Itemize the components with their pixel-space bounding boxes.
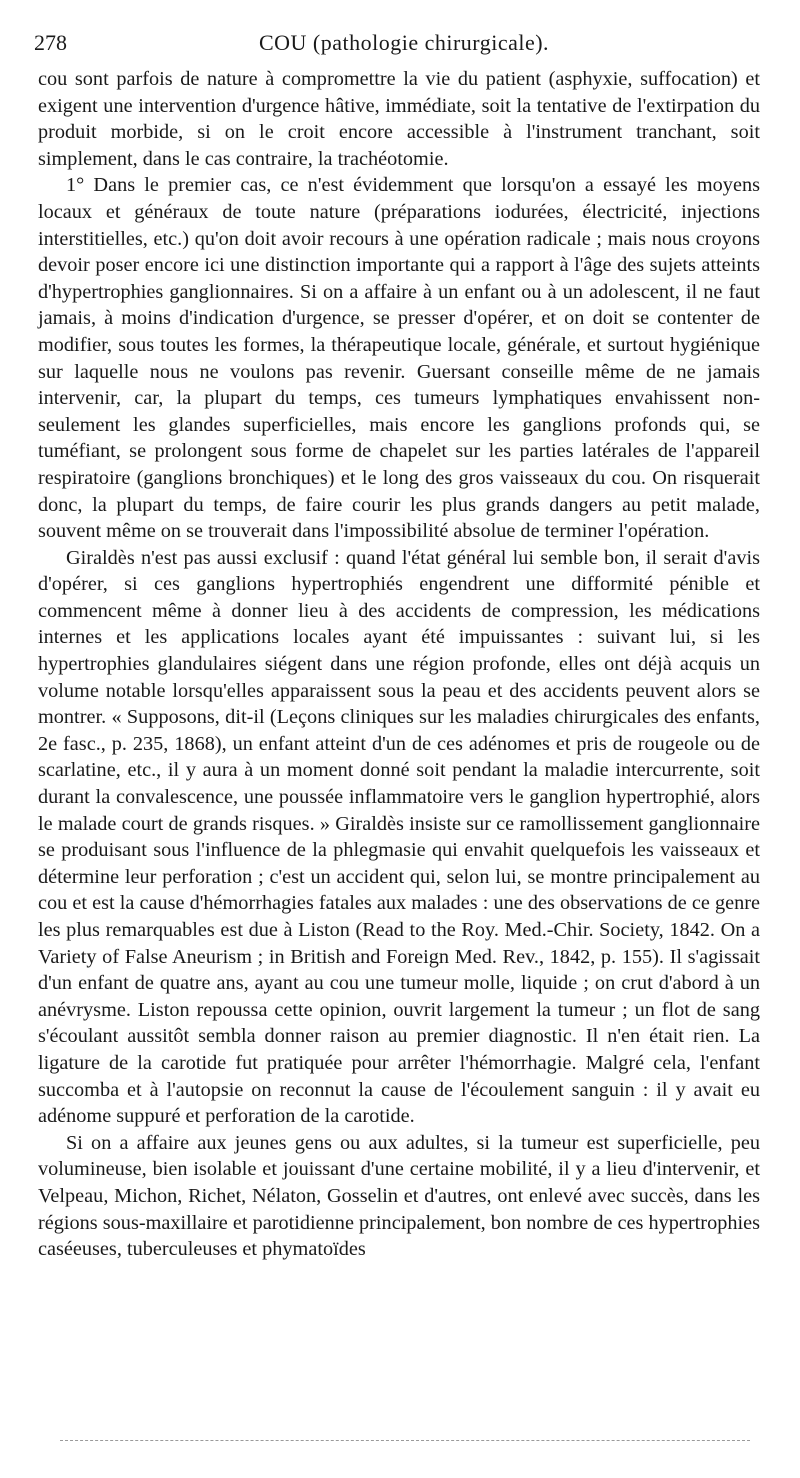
- paragraph: 1° Dans le premier cas, ce n'est évidemment que lorsqu'on a essayé les moyens locaux et généraux de toute nature (préparations iodurées, électricité, injections interstitielles, etc.) qu'on doit avoir recours à une opération radicale ; mais nous croyons devoir poser encore ici une distinction importante qui a rapport à l'âge des sujets atteints d'hypertrophies ganglionnaires. Si on a affaire à un enfant ou à un adolescent, il ne faut jamais, à moins d'indication d'urgence, se presser d'opérer, et on doit se contenter de modifier, sous toutes les formes, la thérapeutique locale, générale, et surtout hygiénique sur laquelle nous ne voulons pas revenir. Guersant conseille même de ne jamais intervenir, car, la plupart du temps, ces tumeurs lymphatiques envahissent non-seulement les glandes superficielles, mais encore les ganglions profonds qui, se tuméfiant, se prolongent sous forme de chapelet sur les parties latérales de l'appareil respiratoire (ganglions bronchiques) et le long des gros vaisseaux du cou. On risquerait donc, la plupart du temps, de faire courir les plus grands dangers au petit malade, souvent même on se trouverait dans l'impossibilité absolue de terminer l'opération.: [38, 174, 760, 543]
- running-title: COU (pathologie chirurgicale).: [258, 30, 550, 55]
- footer-dotted-rule: [60, 1440, 750, 1441]
- paragraph: Giraldès n'est pas aussi exclusif : quand l'état général lui semble bon, il serait d'avis d'opérer, si ces ganglions hypertrophiés engendrent une difformité pénible et commencent même à donner lieu à des accidents de compression, les médications internes et les applications locales ayant été impuissantes : suivant lui, si les hypertrophies glandulaires siégent dans une région profonde, elles ont déjà acquis un volume notable lorsqu'elles apparaissent sous la peau et des accidents peuvent alors se montrer. « Supposons, dit-il (Leçons cliniques sur les maladies chirurgicales des enfants, 2e fasc., p. 235, 1868), un enfant atteint d'un de ces adénomes et pris de rougeole ou de scarlatine, etc., il y aura à un moment donné soit pendant la maladie intercurrente, soit durant la convalescence, une poussée inflammatoire vers le ganglion hypertrophié, alors le malade court de grands risques. » Giraldès insiste sur ce ramollissement ganglionnaire se produisant sous l'influence de la phlegmasie qui envahit quelquefois les vaisseaux et détermine leur perforation ; c'est un accident qui, selon lui, se montre principalement au cou et est la cause d'hémorrhagies fatales aux malades : une des observations de ce genre les plus remarquables est due à Liston (Read to the Roy. Med.-Chir. Society, 1842. On a Variety of False Aneurism ; in British and Foreign Med. Rev., 1842, p. 155). Il s'agissait d'un enfant de quatre ans, ayant au cou une tumeur molle, liquide ; on crut d'abord à un anévrysme. Liston repoussa cette opinion, ouvrit largement la tumeur ; un flot de sang s'écoulant aussitôt sembla donner raison au premier diagnostic. Il n'en était rien. La ligature de la carotide fut pratiquée pour arrêter l'hémorrhagie. Malgré cela, l'enfant succomba et à l'autopsie on reconnut la cause de l'écoulement sanguin : il y avait eu adénome suppuré et perforation de la carotide.: [38, 546, 760, 1128]
- page-header: [34, 30, 774, 56]
- page-number: 278: [34, 30, 67, 55]
- paragraph: cou sont parfois de nature à compromettre la vie du patient (asphyxie, suffocation) et exigent une intervention d'urgence hâtive, immédiate, soit la tentative de l'extirpation du produit morbide, si on le croit encore accessible à l'instrument tranchant, soit simplement, dans le cas contraire, la trachéotomie.: [38, 68, 760, 170]
- body-text: [38, 66, 760, 1263]
- paragraph: Si on a affaire aux jeunes gens ou aux adultes, si la tumeur est superficielle, peu volumineuse, bien isolable et jouissant d'une certaine mobilité, il y a lieu d'intervenir, et Velpeau, Michon, Richet, Nélaton, Gosselin et d'autres, ont enlevé avec succès, dans les régions sous-maxillaire et parotidienne principalement, bon nombre de ces hypertrophies caséeuses, tuberculeuses et phymatoïdes: [38, 1131, 761, 1261]
